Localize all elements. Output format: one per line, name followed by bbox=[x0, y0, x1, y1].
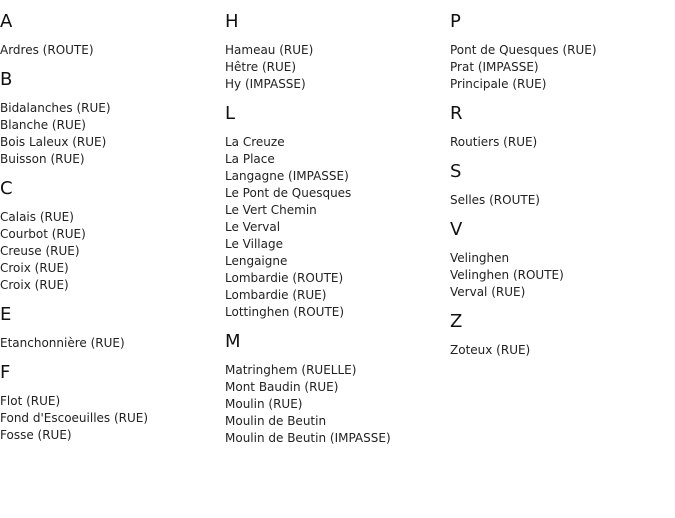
street-column-3 bbox=[450, 11, 670, 369]
street-item: Pont de Quesques (RUE) bbox=[450, 43, 597, 57]
street-item: Fosse (RUE) bbox=[0, 428, 72, 442]
letter-heading: E bbox=[0, 304, 12, 325]
street-column-2 bbox=[225, 11, 445, 457]
street-column-1 bbox=[0, 11, 220, 454]
street-item: Courbot (RUE) bbox=[0, 227, 86, 241]
letter-heading: H bbox=[225, 11, 239, 32]
street-item: Blanche (RUE) bbox=[0, 118, 86, 132]
letter-group-p bbox=[450, 11, 670, 93]
letter-group-h bbox=[225, 11, 445, 93]
street-item: Velinghen bbox=[450, 251, 510, 265]
street-item: Lombardie (ROUTE) bbox=[225, 271, 344, 285]
street-item: Flot (RUE) bbox=[0, 394, 61, 408]
street-item: Lombardie (RUE) bbox=[225, 288, 327, 302]
street-item: Bois Laleux (RUE) bbox=[0, 135, 107, 149]
street-item: Bidalanches (RUE) bbox=[0, 101, 111, 115]
letter-group-z bbox=[450, 311, 670, 359]
letter-heading: B bbox=[0, 69, 13, 90]
letter-group-a bbox=[0, 11, 220, 59]
street-item: Ardres (ROUTE) bbox=[0, 43, 94, 57]
letter-group-f bbox=[0, 362, 220, 444]
street-item: Lengaigne bbox=[225, 254, 288, 268]
street-item: Fond d'Escoeuilles (RUE) bbox=[0, 411, 149, 425]
street-item: Lottinghen (ROUTE) bbox=[225, 305, 345, 319]
letter-group-m bbox=[225, 331, 445, 447]
letter-group-b bbox=[0, 69, 220, 168]
letter-heading: Z bbox=[450, 311, 463, 332]
street-item: Selles (ROUTE) bbox=[450, 193, 540, 207]
street-item: Hy (IMPASSE) bbox=[225, 77, 306, 91]
street-item: Routiers (RUE) bbox=[450, 135, 538, 149]
letter-heading: R bbox=[450, 103, 463, 124]
letter-heading: A bbox=[0, 11, 13, 32]
street-item: Moulin de Beutin bbox=[225, 414, 327, 428]
letter-group-e bbox=[0, 304, 220, 352]
street-item: Le Pont de Quesques bbox=[225, 186, 352, 200]
street-item: Matringhem (RUELLE) bbox=[225, 363, 357, 377]
letter-heading: L bbox=[225, 103, 236, 124]
street-item: Hameau (RUE) bbox=[225, 43, 314, 57]
street-item: Prat (IMPASSE) bbox=[450, 60, 539, 74]
letter-heading: F bbox=[0, 362, 11, 383]
letter-group-r bbox=[450, 103, 670, 151]
street-item: Creuse (RUE) bbox=[0, 244, 80, 258]
letter-heading: V bbox=[450, 219, 463, 240]
street-item: Etanchonnière (RUE) bbox=[0, 336, 125, 350]
street-item: Hêtre (RUE) bbox=[225, 60, 297, 74]
letter-group-l bbox=[225, 103, 445, 321]
letter-heading: S bbox=[450, 161, 462, 182]
letter-group-c bbox=[0, 178, 220, 294]
street-item: Verval (RUE) bbox=[450, 285, 526, 299]
street-item: Le Village bbox=[225, 237, 283, 251]
street-item: Langagne (IMPASSE) bbox=[225, 169, 349, 183]
street-item: Principale (RUE) bbox=[450, 77, 547, 91]
street-item: Calais (RUE) bbox=[0, 210, 74, 224]
street-item: Croix (RUE) bbox=[0, 278, 69, 292]
street-item: Le Vert Chemin bbox=[225, 203, 317, 217]
street-item: Le Verval bbox=[225, 220, 281, 234]
street-item: Buisson (RUE) bbox=[0, 152, 85, 166]
letter-heading: C bbox=[0, 178, 13, 199]
street-item: Velinghen (ROUTE) bbox=[450, 268, 564, 282]
letter-group-s bbox=[450, 161, 670, 209]
street-item: Zoteux (RUE) bbox=[450, 343, 531, 357]
street-item: Moulin de Beutin (IMPASSE) bbox=[225, 431, 391, 445]
street-item: Moulin (RUE) bbox=[225, 397, 303, 411]
street-item: Mont Baudin (RUE) bbox=[225, 380, 339, 394]
street-item: La Creuze bbox=[225, 135, 285, 149]
letter-group-v bbox=[450, 219, 670, 301]
letter-heading: M bbox=[225, 331, 241, 352]
letter-heading: P bbox=[450, 11, 461, 32]
street-item: La Place bbox=[225, 152, 275, 166]
street-item: Croix (RUE) bbox=[0, 261, 69, 275]
